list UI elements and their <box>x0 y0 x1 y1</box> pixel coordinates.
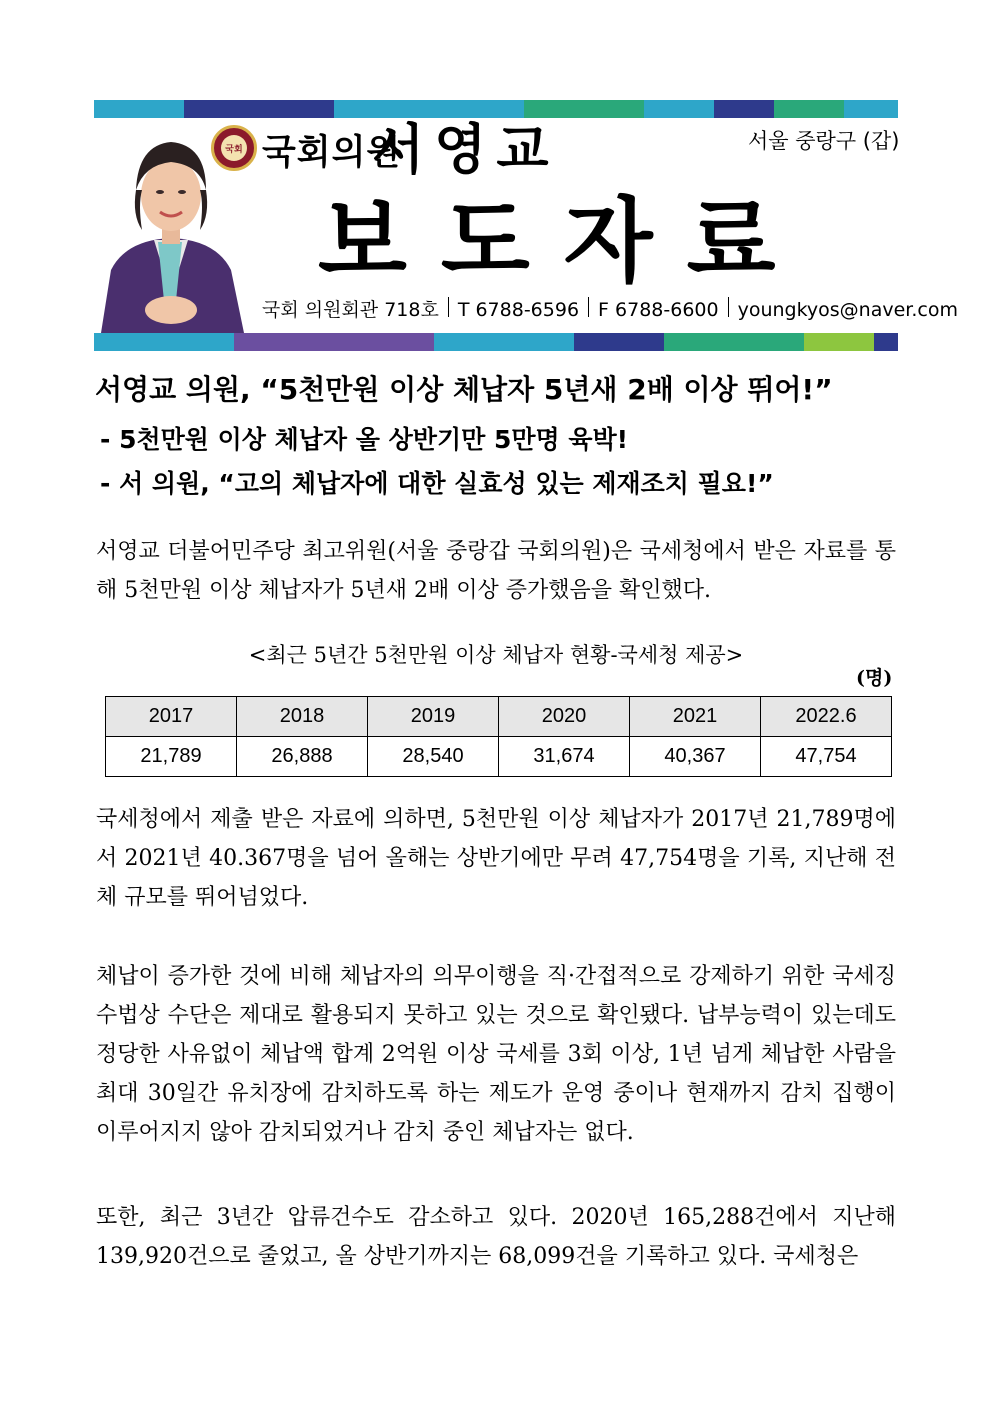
table-cell: 26,888 <box>237 737 368 777</box>
table-header-cell: 2018 <box>237 697 368 737</box>
header-bottom-stripe <box>94 333 898 351</box>
table-header-cell: 2017 <box>106 697 237 737</box>
subheadline-1: - 5천만원 이상 체납자 올 상반기만 5만명 육박! <box>100 425 629 454</box>
table-cell: 40,367 <box>630 737 761 777</box>
table-cell: 47,754 <box>761 737 892 777</box>
table-row <box>106 737 892 777</box>
paragraph-intro: 서영교 더불어민주당 최고위원(서울 중랑갑 국회의원)은 국세청에서 받은 자료를 통해 5천만원 이상 체납자가 5년새 2배 이상 증가했음을 확인했다. <box>96 539 896 603</box>
paragraph-stats: 국세청에서 제출 받은 자료에 의하면, 5천만원 이상 체납자가 2017년 21,789명에서 2021년 40.367명을 넘어 올해는 상반기에만 무려 47,754명을 기록, 지난해 전체 규모를 뛰어넘었다. <box>96 807 896 910</box>
email-address: youngkyos@naver.com <box>737 299 958 321</box>
table-cell: 28,540 <box>368 737 499 777</box>
table-caption: <최근 5년간 5천만원 이상 체납자 현황-국세청 제공> <box>248 643 744 667</box>
table-cell: 31,674 <box>499 737 630 777</box>
phone-number: T 6788-6596 <box>457 299 580 321</box>
table-cell: 21,789 <box>106 737 237 777</box>
headline: 서영교 의원, “5천만원 이상 체납자 5년새 2배 이상 뛰어!” <box>95 373 833 406</box>
header-top-stripe <box>94 100 898 118</box>
subheadline-2: - 서 의원, “고의 체납자에 대한 실효성 있는 제재조치 필요!” <box>100 469 774 498</box>
national-assembly-seal-icon: 국회 <box>211 125 257 171</box>
table-header-cell: 2022.6 <box>761 697 892 737</box>
delinquent-stats-table <box>105 696 892 777</box>
table-header-cell: 2021 <box>630 697 761 737</box>
legislator-rank: 국회의원 <box>262 133 402 173</box>
table-header-cell: 2019 <box>368 697 499 737</box>
paragraph-enforcement: 체납이 증가한 것에 비해 체납자의 의무이행을 직·간접적으로 강제하기 위한 국세징수법상 수단은 제대로 활용되지 못하고 있는 것으로 확인됐다. 납부능력이 있는데도 정당한 사유없이 체납액 합계 2억원 이상 국세를 3회 이상, 1년 넘게 체납한 사람을 최대 30일간 유치장에 감치하도록 하는 제도가 운영 중이나 현재까지 감치 집행이 이루어지지 않아 감치되었거나 감치 중인 체납자는 없다. <box>96 964 896 1145</box>
press-release-title: 보도자료 <box>318 188 810 295</box>
legislator-name: 서영교 <box>372 118 559 181</box>
table-unit: (명) <box>856 667 893 689</box>
table-header-row <box>106 697 892 737</box>
contact-info <box>262 297 958 323</box>
table-header-cell: 2020 <box>499 697 630 737</box>
district-label: 서울 중랑구 (갑) <box>748 129 900 153</box>
fax-number: F 6788-6600 <box>598 299 719 321</box>
office-address: 국회 의원회관 718호 <box>262 299 439 321</box>
paragraph-seizures: 또한, 최근 3년간 압류건수도 감소하고 있다. 2020년 165,288건에서 지난해 139,920건으로 줄었고, 올 상반기까지는 68,099건을 기록하고 있다. 국세청은 <box>96 1205 896 1269</box>
